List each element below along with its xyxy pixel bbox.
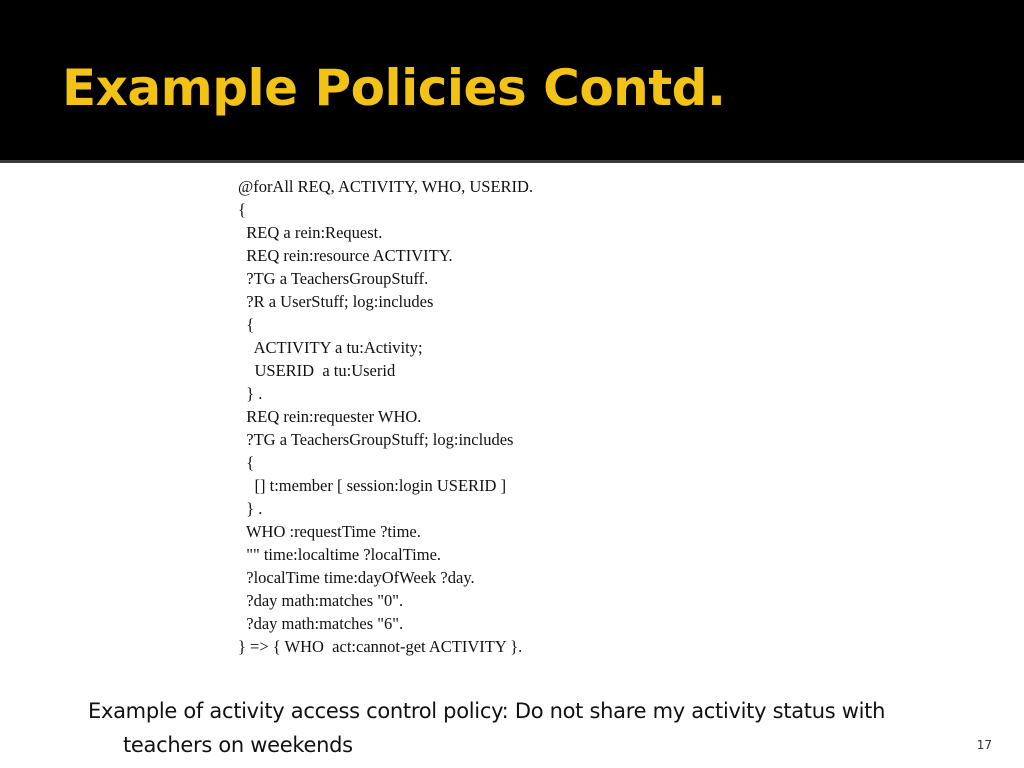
code-line: } . xyxy=(238,499,263,518)
code-line: ?R a UserStuff; log:includes xyxy=(238,292,434,311)
code-line: [] t:member [ session:login USERID ] xyxy=(238,476,507,495)
code-line: "" time:localtime ?localTime. xyxy=(238,545,442,564)
code-line: REQ rein:requester WHO. xyxy=(238,407,422,426)
title-divider xyxy=(0,160,1024,163)
code-line: } => { WHO act:cannot-get ACTIVITY }. xyxy=(238,637,523,656)
slide-number: 17 xyxy=(976,738,992,752)
code-line: ?TG a TeachersGroupStuff. xyxy=(238,269,429,288)
code-line: ?day math:matches "0". xyxy=(238,591,404,610)
code-line: { xyxy=(238,200,246,219)
code-line: { xyxy=(238,453,255,472)
code-line: USERID a tu:Userid xyxy=(238,361,396,380)
code-line: REQ rein:resource ACTIVITY. xyxy=(238,246,453,265)
code-line: ?day math:matches "6". xyxy=(238,614,404,633)
policy-code-image xyxy=(238,165,630,665)
code-line: @forAll REQ, ACTIVITY, WHO, USERID. xyxy=(238,177,534,196)
code-line: ?localTime time:dayOfWeek ?day. xyxy=(238,568,475,587)
code-line: { xyxy=(238,315,255,334)
slide-title: Example Policies Contd. xyxy=(62,59,726,117)
code-line: WHO :requestTime ?time. xyxy=(238,522,421,541)
code-line: REQ a rein:Request. xyxy=(238,223,383,242)
code-line: ACTIVITY a tu:Activity; xyxy=(238,338,423,357)
code-line: ?TG a TeachersGroupStuff; log:includes xyxy=(238,430,514,449)
code-line: } . xyxy=(238,384,263,403)
policy-caption: Example of activity access control policy: Do not share my activity status with teachers on weekends xyxy=(88,699,886,757)
